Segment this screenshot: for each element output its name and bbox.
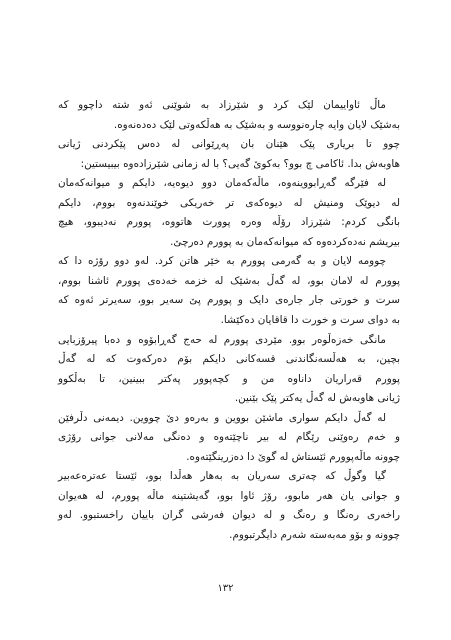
text-line: بانگی کردم: شێرزاد رۆڵە وەرە پوورت هاتووە، پوورم نەدیبوو، هیچ: [58, 216, 400, 229]
body-text: [58, 96, 400, 546]
text-line: چوونە و بۆو مەبەستە شەرم دایگرتبووم.: [229, 529, 400, 542]
text-line: و جوانی یان هەر مابوو، رۆژ ئاوا بوو، گەیشتینە ماڵە پوورم، لە هەیوان: [58, 489, 400, 502]
text-line: بەشێک لایان وایە چارەنووسە و بەشێک بە هەڵکەوتی لێک دەدەنەوە.: [113, 118, 400, 131]
text-line: سرت و خورتی جار جارەی دایک و پوورم پێ سەیر بوو، سەیرتر ئەوە کە: [58, 294, 400, 307]
text-line: چوو تا بریاری پێک هێنان بان پەڕێوانی لە دەس پێکردنی ژیانی: [58, 138, 400, 151]
text-line: چوومە لایان و بە گەرمی پوورم بە خێر هاتن کرد. لەو دوو رۆژە دا کە: [58, 255, 386, 268]
text-line: لە گەڵ دایکم سواری ماشێن بووین و بەرەو دێ چووین. دیمەنی دڵرفێن: [58, 411, 386, 424]
text-line: بە دوای سرت و خورت دا قاقایان دەکێشا.: [220, 314, 400, 327]
page-number: ١٣٢: [217, 583, 234, 594]
text-line: لە دیوێک ومنیش لە دیوەکەی تر خەریکی خوێندنەوە بووم، دایکم: [58, 196, 400, 209]
text-line: راخەری رەنگا و رەنگ و لە دیوان فەرشی گران باییان راخستبوو. لەو: [58, 509, 400, 522]
text-line: بیریشم نەدەکردەوە کە میوانەکەمان بە پوورم دەرچێ.: [170, 235, 400, 248]
text-line: هاوبەش بدا. ئاکامی چ بوو؟ بەکوێ گەیی؟ با لە زمانی شێرزادەوە بیبیستین:: [80, 157, 400, 170]
text-line: ماڵ ئاواییمان لێک کرد و شێرزاد بە شوێنی ئەو شتە داچوو کە: [58, 99, 386, 111]
text-line: ژیانی هاوبەش لە گەڵ یەکتر پێک بێنین.: [234, 392, 400, 405]
text-line: چوونە ماڵەپوورم ئێستاش لە گوێ دا دەزرینگێتەوە.: [186, 450, 400, 463]
text-line: پوورم قەراریان داناوە من و کچەپوور پەکتر ببینین، تا بەڵکوو: [58, 372, 400, 385]
text-line: گیا وگوڵ کە چەتری سەریان بە بەهار هەڵدا بوو، ئێستا عەترەعەبیر: [58, 470, 386, 483]
text-line: بچین، بە هەڵسەنگاندنی قسەکانی دایکم بۆم دەرکەوت کە لە گەڵ: [58, 353, 400, 366]
text-line: پوورم لە لامان بوو، لە گەڵ بەشێک لە خزمە خەدەی پوورم ئاشنا بووم،: [58, 274, 400, 287]
text-line: و خەم رەوێنی رێگام لە بیر ناچێتەوە و دەنگی مەلانی جوانی رۆژی: [58, 431, 400, 444]
text-line: مانگی خەزەڵوەر بوو. مێردی پوورم لە حەج گەڕابۆوە و دەبا پیرۆزبایی: [58, 333, 386, 346]
text-line: لە فێرگە گەڕابووینەوە، ماڵەکەمان دوو دیوەیە، دایکم و میوانەکەمان: [58, 177, 386, 190]
